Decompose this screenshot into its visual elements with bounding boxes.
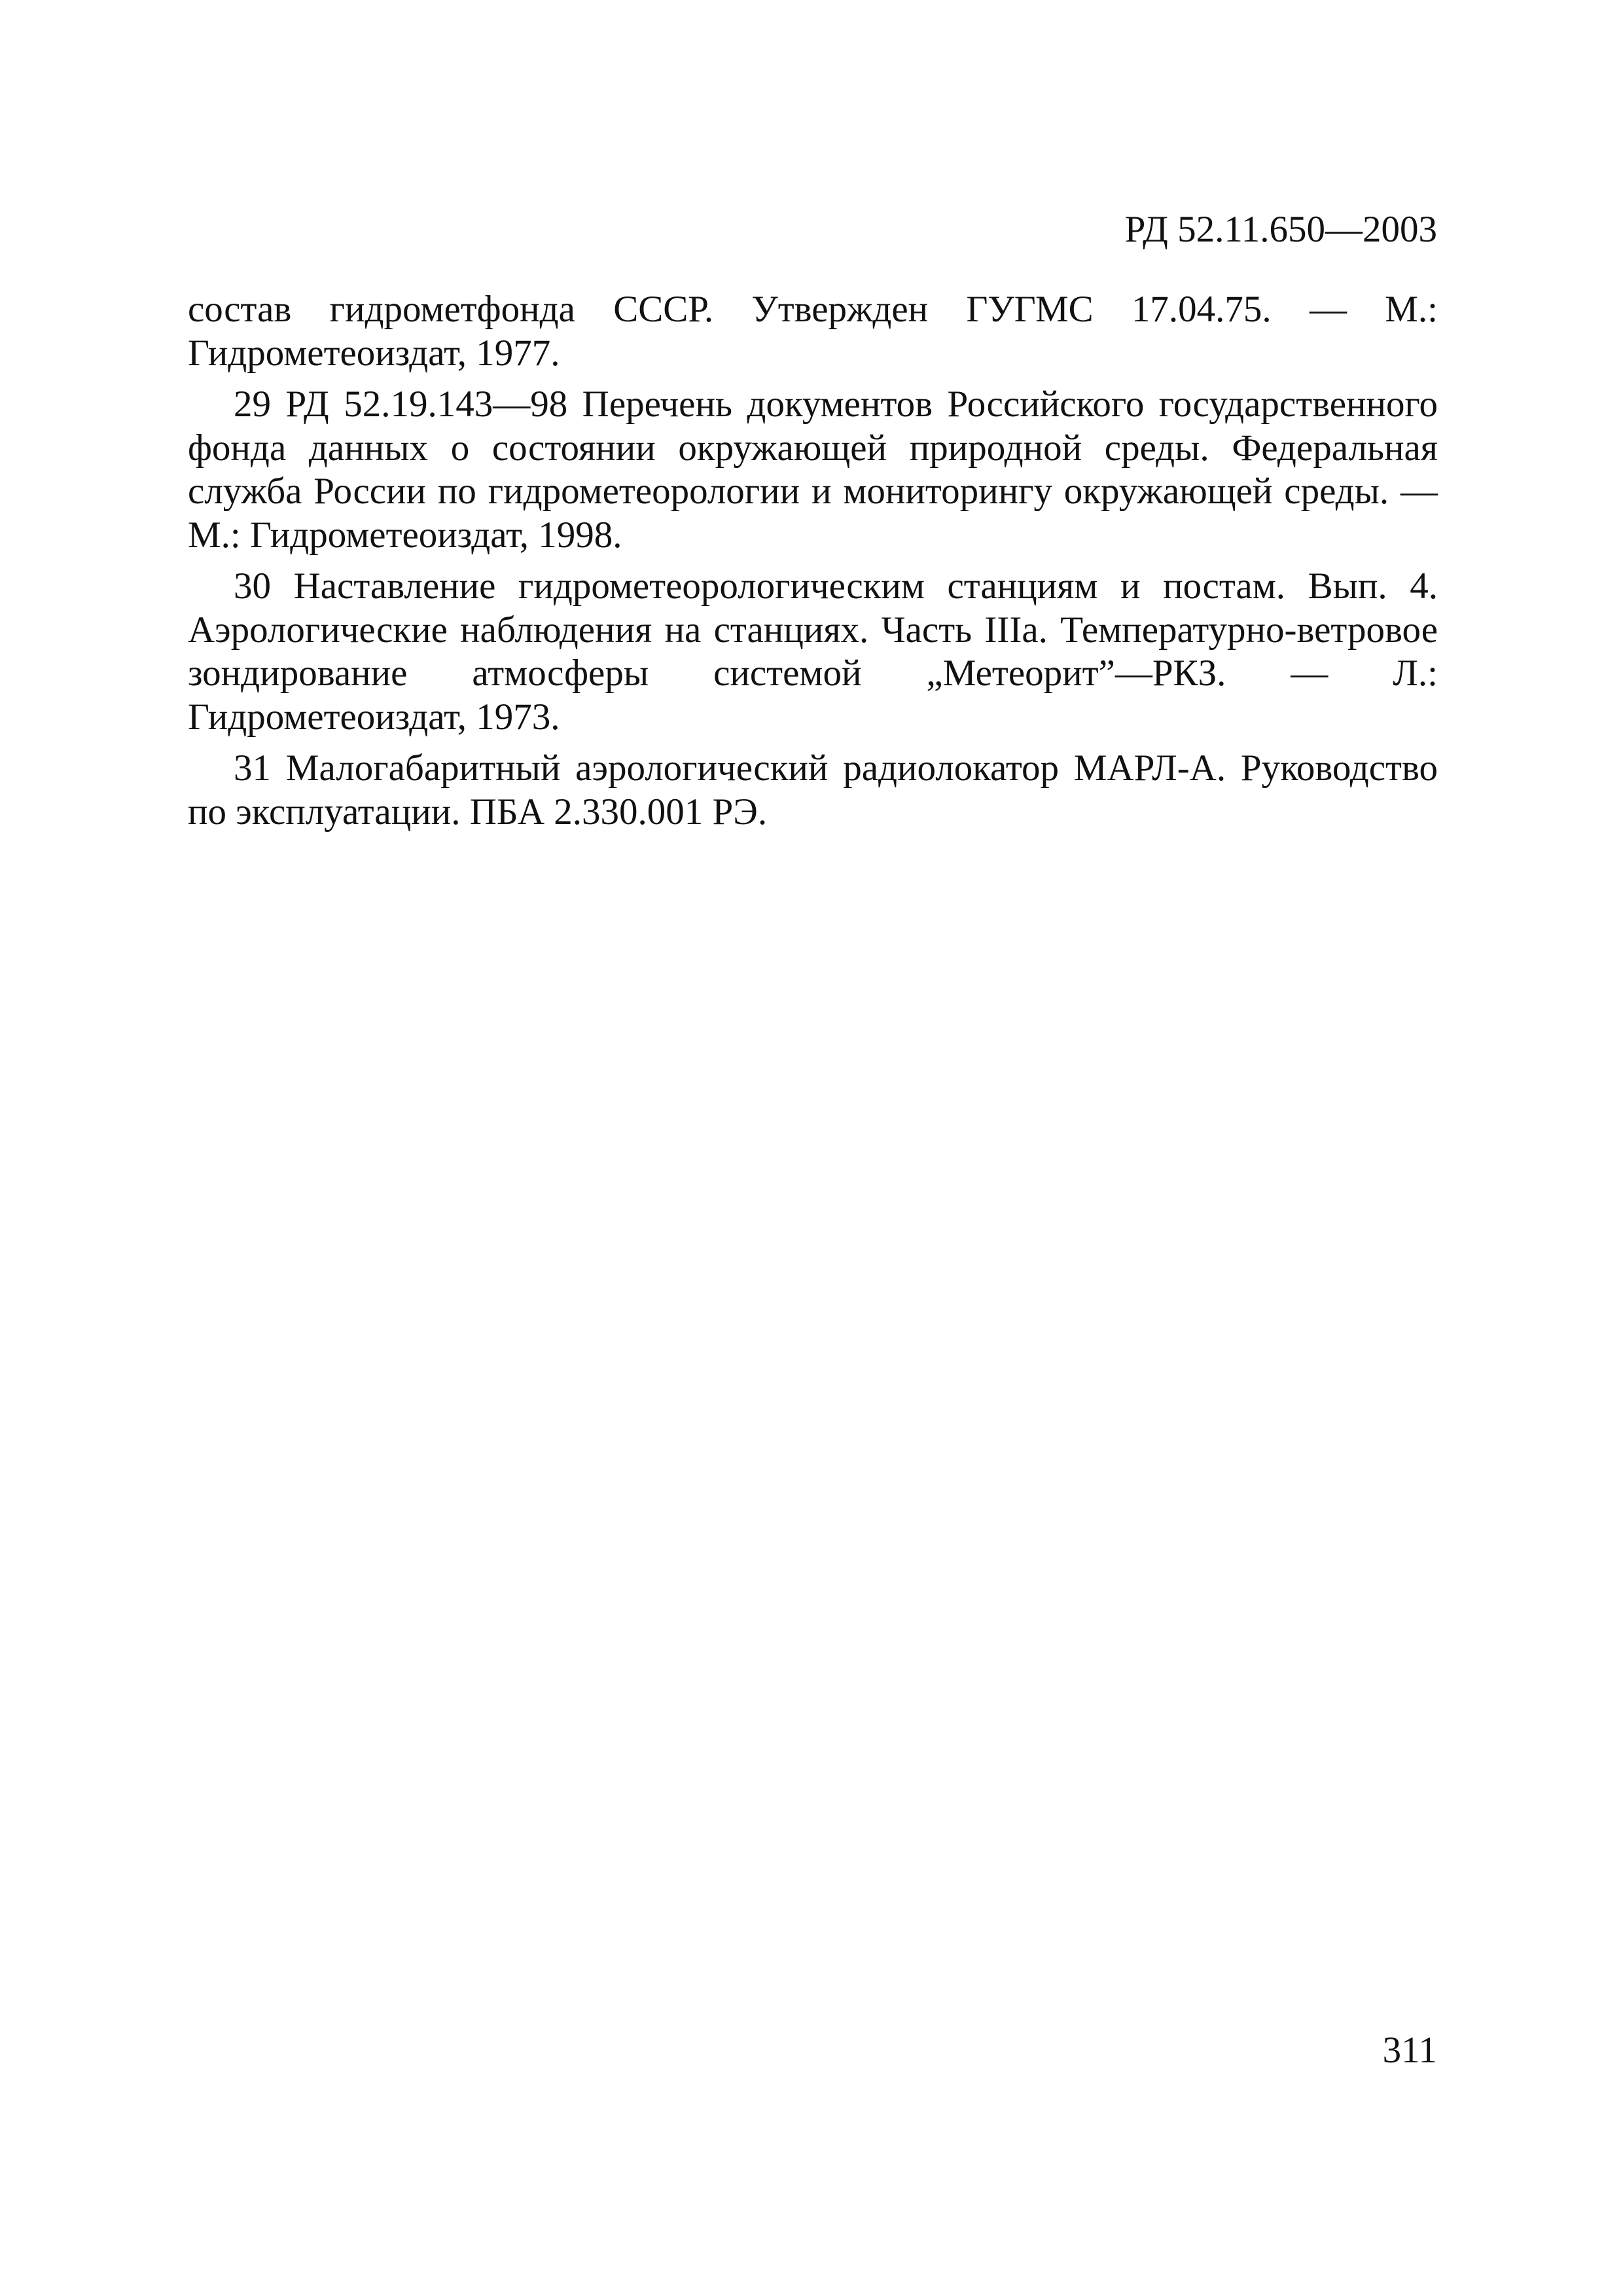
reference-continuation: состав гидрометфонда СССР. Утвержден ГУГМС 17.04.75. — М.: Гидрометеоиздат, 1977.: [188, 289, 1438, 374]
references-list: [188, 288, 1438, 842]
document-code-header: РД 52.11.650—2003: [1124, 209, 1437, 250]
page-number: 311: [1382, 2030, 1437, 2071]
reference-item-29: 29 РД 52.19.143—98 Перечень документов Российского государственного фонда данных о состоянии окружающей природной среды. Федеральная служба России по гидрометеорологии и мониторингу окружающей среды. — М.: Гидрометеоиздат, 1998.: [188, 384, 1438, 556]
reference-item-30: 30 Наставление гидрометеорологическим станциям и постам. Вып. 4. Аэрологические наблюдения на станциях. Часть IIIа. Температурно-ветровое зондирование атмосферы системой „Метеорит”—РКЗ. — Л.: Гидрометеоиздат, 1973.: [188, 565, 1438, 738]
reference-item-31: 31 Малогабаритный аэрологический радиолокатор МАРЛ-А. Руководство по эксплуатации. ПБА 2.330.001 РЭ.: [188, 747, 1438, 833]
